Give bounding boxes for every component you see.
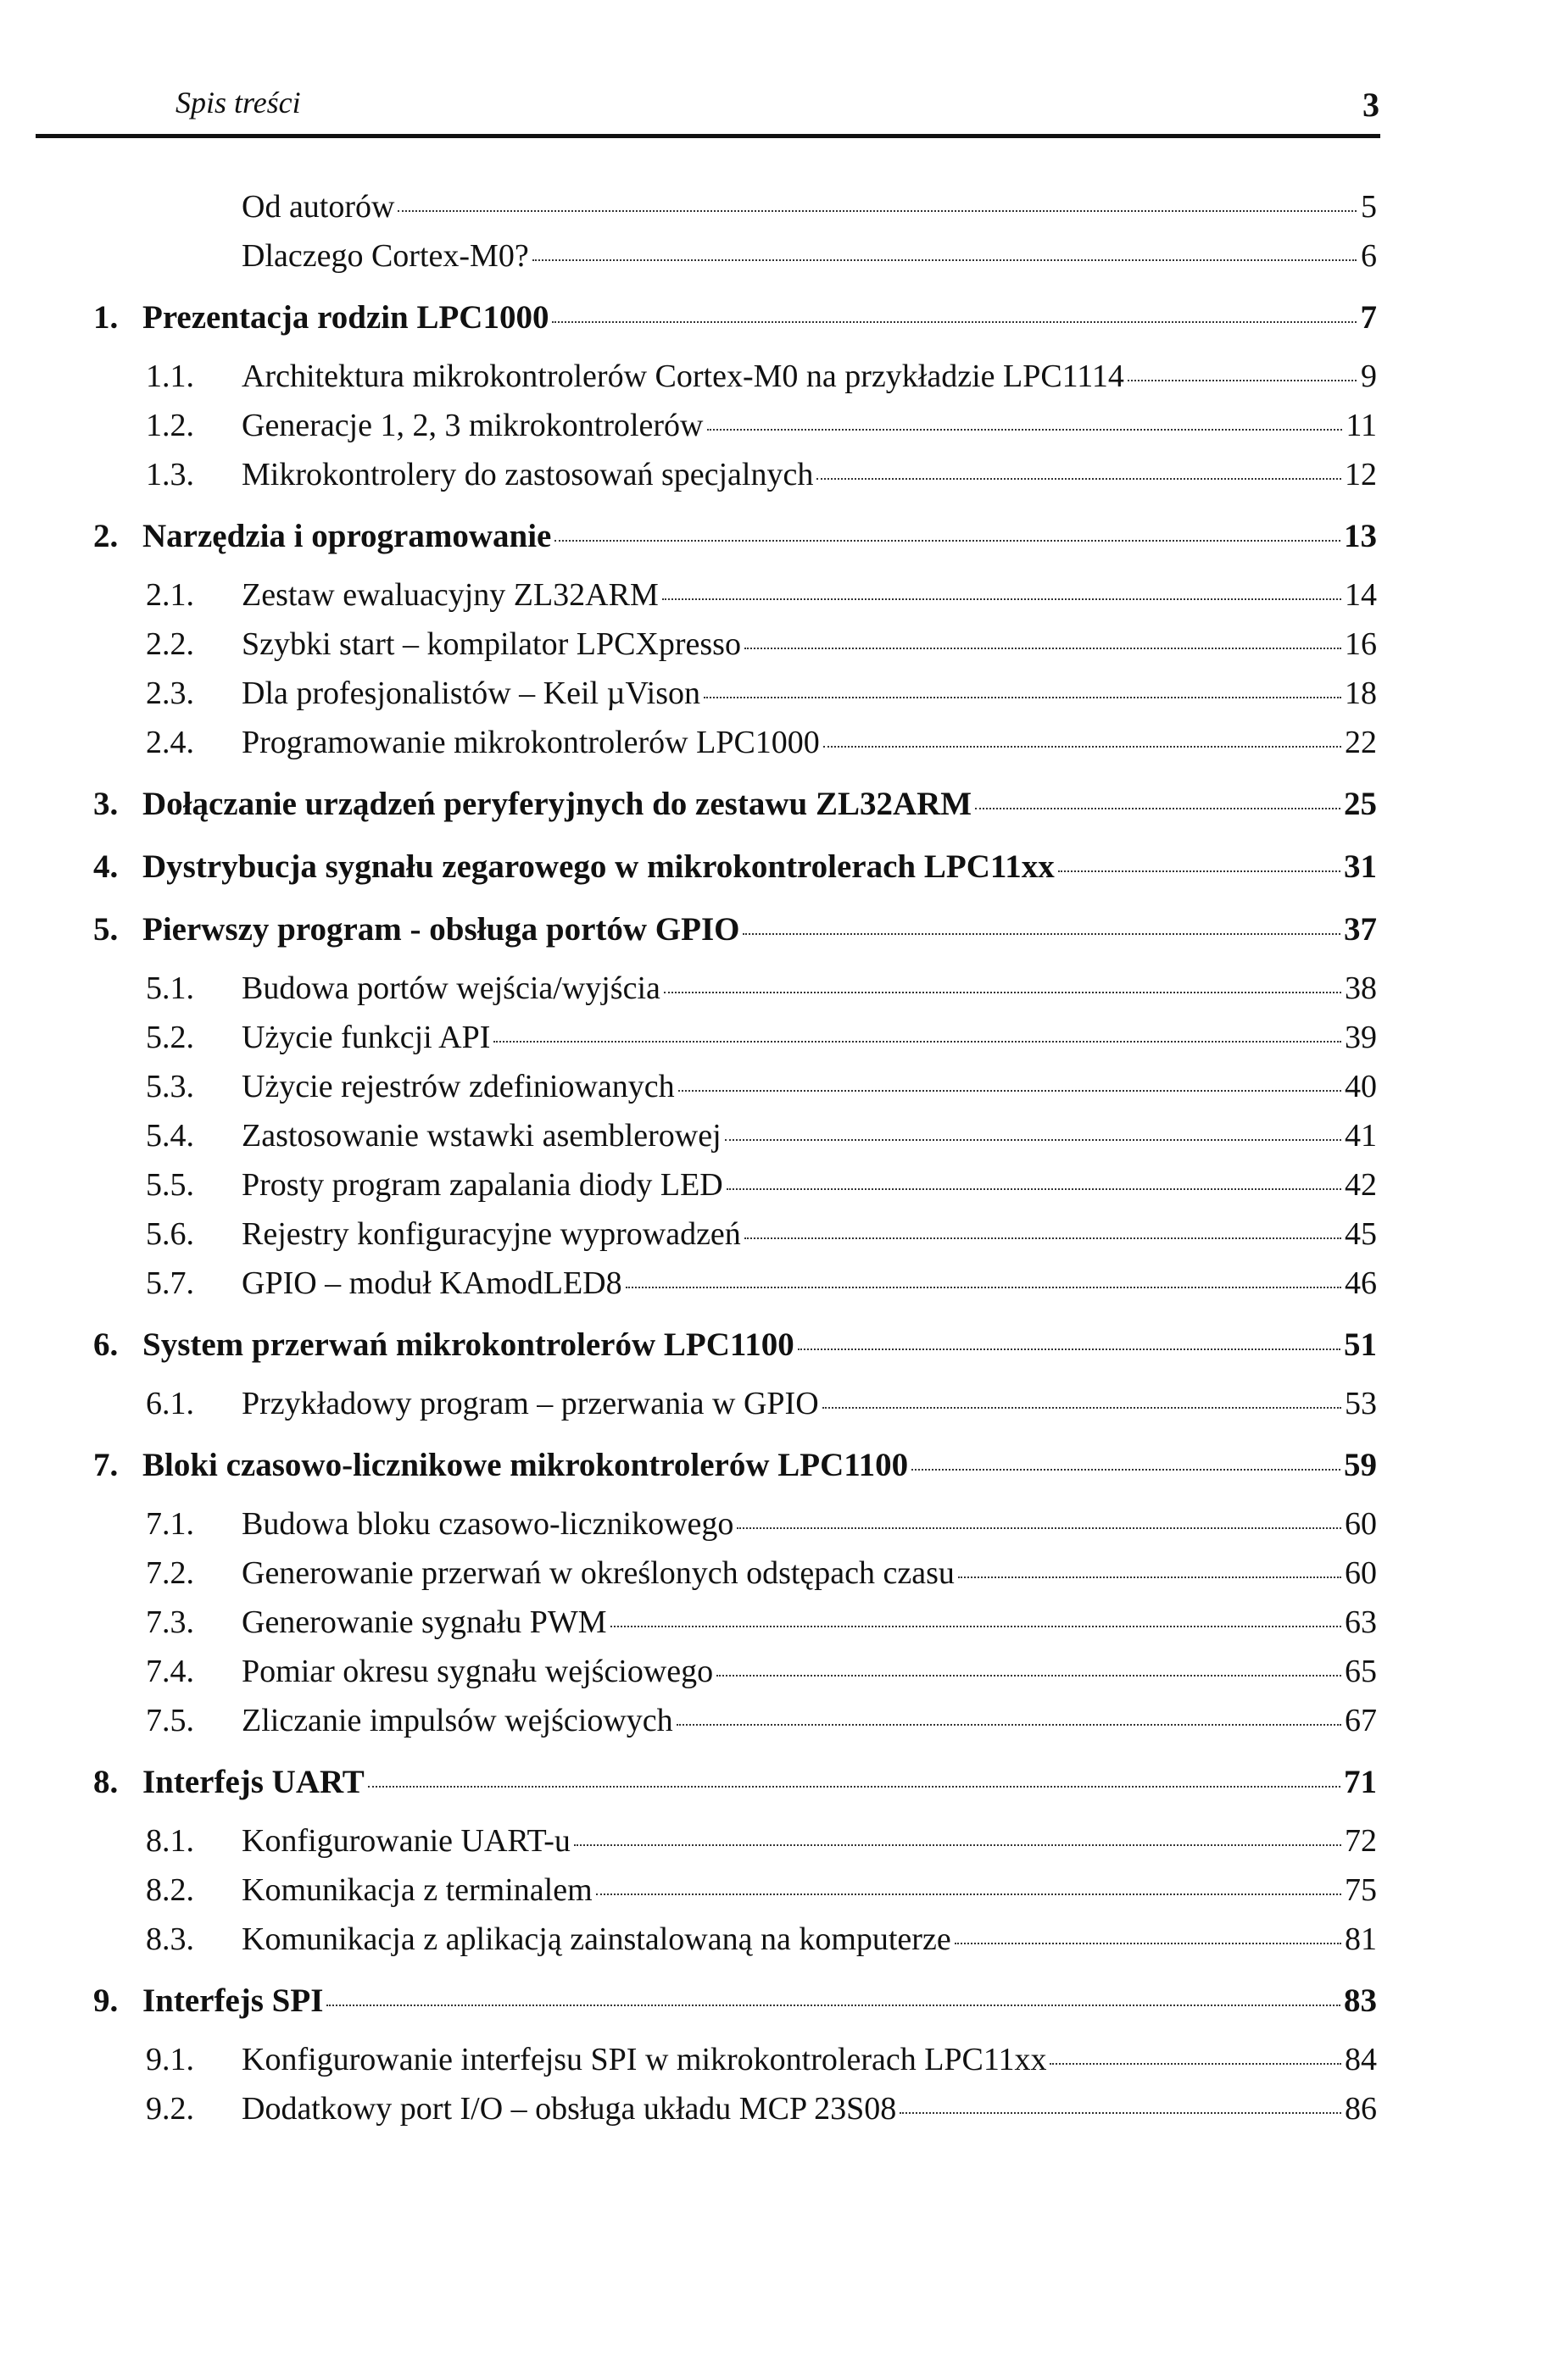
toc-section-entry[interactable] xyxy=(0,1822,1549,1871)
toc-section-entry[interactable] xyxy=(0,1019,1549,1068)
toc-entry-page: 84 xyxy=(1345,2042,1377,2077)
toc-entry-title: Zliczanie impulsów wejściowych xyxy=(242,1703,673,1738)
toc-entry-title: Rejestry konfiguracyjne wyprowadzeń xyxy=(242,1216,741,1252)
dot-leader xyxy=(678,1090,1341,1092)
toc-entry-number: 6. xyxy=(93,1326,119,1363)
toc-entry-page: 63 xyxy=(1345,1604,1377,1640)
toc-entry-page: 40 xyxy=(1345,1069,1377,1104)
toc-entry-title: Bloki czasowo-licznikowe mikrokontrolerów LPC1100 xyxy=(142,1447,909,1483)
toc-entry-title: Generowanie sygnału PWM xyxy=(242,1604,607,1640)
dot-leader xyxy=(574,1844,1341,1846)
toc-entry-title: Generacje 1, 2, 3 mikrokontrolerów xyxy=(242,408,704,443)
dot-leader xyxy=(744,648,1341,649)
toc-entry-page: 37 xyxy=(1344,911,1377,948)
toc-entry-title: Dystrybucja sygnału zegarowego w mikrokontrolerach LPC11xx xyxy=(142,848,1055,885)
toc-entry-page: 31 xyxy=(1344,848,1377,885)
toc-entry-number: 7.1. xyxy=(146,1506,194,1542)
dot-leader xyxy=(716,1675,1341,1677)
dot-leader xyxy=(1058,870,1340,872)
toc-section-entry[interactable] xyxy=(0,576,1549,626)
dot-leader xyxy=(900,2112,1341,2114)
toc-entry-number: 6.1. xyxy=(146,1386,194,1421)
toc-entry-page: 71 xyxy=(1344,1764,1377,1800)
toc-entry-page: 38 xyxy=(1345,970,1377,1006)
toc-entry-number: 5.2. xyxy=(146,1020,194,1055)
dot-leader xyxy=(743,933,1340,935)
toc-entry-number: 2.1. xyxy=(146,577,194,613)
toc-entry-number: 7.3. xyxy=(146,1604,194,1640)
toc-entry-number: 5. xyxy=(93,911,119,948)
toc-entry-title: Architektura mikrokontrolerów Cortex-M0 na przykładzie LPC1114 xyxy=(242,359,1124,394)
dot-leader xyxy=(704,697,1341,698)
toc-entry-title: Interfejs UART xyxy=(142,1764,365,1800)
toc-entry-title: Narzędzia i oprogramowanie xyxy=(142,518,552,554)
header-rule xyxy=(36,134,1380,138)
dot-leader xyxy=(664,992,1341,993)
toc-entry-page: 86 xyxy=(1345,2091,1377,2127)
toc-entry-number: 5.5. xyxy=(146,1167,194,1203)
dot-leader xyxy=(822,1407,1341,1409)
toc-section-entry[interactable] xyxy=(0,1505,1549,1554)
toc-entry-page: 12 xyxy=(1345,457,1377,492)
toc-section-entry[interactable] xyxy=(0,2090,1549,2139)
toc-entry-page: 39 xyxy=(1345,1020,1377,1055)
toc-entry-page: 59 xyxy=(1344,1447,1377,1483)
toc-entry-page: 46 xyxy=(1345,1265,1377,1301)
toc-entry-number: 5.6. xyxy=(146,1216,194,1252)
dot-leader xyxy=(596,1893,1341,1895)
toc-entry-title: Prezentacja rodzin LPC1000 xyxy=(142,299,549,336)
toc-entry-title: Użycie rejestrów zdefiniowanych xyxy=(242,1069,675,1104)
toc-entry-title: Mikrokontrolery do zastosowań specjalnych xyxy=(242,457,814,492)
toc-entry-title: Pomiar okresu sygnału wejściowego xyxy=(242,1654,714,1689)
dot-leader xyxy=(326,2005,1340,2006)
toc-entry-number: 1.2. xyxy=(146,408,194,443)
toc-entry-title: Pierwszy program - obsługa portów GPIO xyxy=(142,911,740,948)
toc-entry-page: 13 xyxy=(1344,518,1377,554)
toc-entry-title: Komunikacja z aplikacją zainstalowaną na komputerze xyxy=(242,1921,951,1957)
toc-entry-page: 5 xyxy=(1361,189,1377,225)
toc-entry-number: 2. xyxy=(93,518,119,554)
toc-section-entry[interactable] xyxy=(0,1385,1549,1434)
toc-section-entry[interactable] xyxy=(0,358,1549,407)
dot-leader xyxy=(823,746,1341,748)
toc-entry-page: 51 xyxy=(1344,1326,1377,1363)
dot-leader xyxy=(975,808,1340,809)
toc-entry-title: Użycie funkcji API xyxy=(242,1020,491,1055)
dot-leader xyxy=(727,1188,1341,1190)
toc-entry-page: 6 xyxy=(1361,238,1377,274)
toc-section-entry[interactable] xyxy=(0,2041,1549,2090)
toc-section-entry[interactable] xyxy=(0,1653,1549,1702)
toc-entry-number: 8.3. xyxy=(146,1921,194,1957)
toc-entry-number: 5.7. xyxy=(146,1265,194,1301)
toc-entry-number: 7.4. xyxy=(146,1654,194,1689)
dot-leader xyxy=(707,429,1343,431)
toc-section-entry[interactable] xyxy=(0,237,1549,286)
toc-section-entry[interactable] xyxy=(0,407,1549,456)
toc-section-entry[interactable] xyxy=(0,1215,1549,1265)
toc-entry-page: 53 xyxy=(1345,1386,1377,1421)
toc-entry-title: Konfigurowanie interfejsu SPI w mikrokontrolerach LPC11xx xyxy=(242,2042,1047,2077)
toc-entry-page: 11 xyxy=(1346,408,1377,443)
toc-entry-title: Generowanie przerwań w określonych odstępach czasu xyxy=(242,1555,955,1591)
toc-entry-page: 45 xyxy=(1345,1216,1377,1252)
table-of-contents xyxy=(0,188,1549,2139)
toc-entry-page: 25 xyxy=(1344,786,1377,822)
toc-chapter-entry[interactable] xyxy=(0,1763,1549,1814)
toc-section-entry[interactable] xyxy=(0,1117,1549,1166)
toc-section-entry[interactable] xyxy=(0,1166,1549,1215)
toc-section-entry[interactable] xyxy=(0,1702,1549,1751)
toc-section-entry[interactable] xyxy=(0,1068,1549,1117)
dot-leader xyxy=(955,1943,1341,1944)
toc-entry-number: 3. xyxy=(93,786,119,822)
dot-leader xyxy=(1050,2063,1341,2065)
toc-chapter-entry[interactable] xyxy=(0,785,1549,836)
dot-leader xyxy=(798,1348,1340,1350)
toc-entry-number: 2.3. xyxy=(146,676,194,711)
dot-leader xyxy=(368,1786,1340,1788)
toc-entry-number: 1.3. xyxy=(146,457,194,492)
running-header-title: Spis treści xyxy=(176,86,301,120)
toc-entry-page: 83 xyxy=(1344,1982,1377,2019)
toc-entry-title: Dla profesjonalistów – Keil µVison xyxy=(242,676,700,711)
toc-entry-number: 7.5. xyxy=(146,1703,194,1738)
toc-entry-number: 2.4. xyxy=(146,725,194,760)
toc-entry-title: GPIO – moduł KAmodLED8 xyxy=(242,1265,622,1301)
toc-chapter-entry[interactable] xyxy=(0,517,1549,568)
toc-entry-title: Dodatkowy port I/O – obsługa układu MCP 23S08 xyxy=(242,2091,897,2127)
page-number: 3 xyxy=(1362,86,1379,124)
toc-chapter-entry[interactable] xyxy=(0,1446,1549,1497)
dot-leader xyxy=(493,1041,1341,1043)
toc-entry-page: 14 xyxy=(1345,577,1377,613)
toc-entry-number: 8.2. xyxy=(146,1872,194,1908)
toc-entry-number: 8.1. xyxy=(146,1823,194,1859)
dot-leader xyxy=(552,321,1357,323)
toc-chapter-entry[interactable] xyxy=(0,1326,1549,1376)
toc-entry-page: 41 xyxy=(1345,1118,1377,1154)
toc-entry-title: System przerwań mikrokontrolerów LPC1100 xyxy=(142,1326,794,1363)
toc-entry-page: 81 xyxy=(1345,1921,1377,1957)
dot-leader xyxy=(554,540,1340,542)
toc-entry-title: Konfigurowanie UART-u xyxy=(242,1823,571,1859)
dot-leader xyxy=(398,210,1357,212)
toc-entry-number: 1. xyxy=(93,299,119,336)
toc-entry-page: 22 xyxy=(1345,725,1377,760)
toc-entry-title: Budowa portów wejścia/wyjścia xyxy=(242,970,660,1006)
dot-leader xyxy=(532,259,1357,261)
toc-entry-title: Zastosowanie wstawki asemblerowej xyxy=(242,1118,722,1154)
toc-section-entry[interactable] xyxy=(0,1921,1549,1970)
toc-entry-number: 7.2. xyxy=(146,1555,194,1591)
toc-section-entry[interactable] xyxy=(0,675,1549,724)
dot-leader xyxy=(662,598,1341,600)
toc-entry-title: Prosty program zapalania diody LED xyxy=(242,1167,723,1203)
toc-section-entry[interactable] xyxy=(0,1554,1549,1604)
dot-leader xyxy=(958,1576,1341,1578)
toc-entry-title: Dlaczego Cortex-M0? xyxy=(242,238,529,274)
toc-entry-title: Od autorów xyxy=(242,189,395,225)
toc-section-entry[interactable] xyxy=(0,724,1549,773)
toc-entry-number: 9.2. xyxy=(146,2091,194,2127)
toc-entry-title: Interfejs SPI xyxy=(142,1982,324,2019)
toc-entry-page: 16 xyxy=(1345,626,1377,662)
toc-entry-page: 9 xyxy=(1361,359,1377,394)
toc-entry-page: 7 xyxy=(1360,299,1377,336)
toc-entry-number: 8. xyxy=(93,1764,119,1800)
toc-entry-number: 9.1. xyxy=(146,2042,194,2077)
toc-entry-title: Budowa bloku czasowo-licznikowego xyxy=(242,1506,734,1542)
dot-leader xyxy=(725,1139,1341,1141)
toc-chapter-entry[interactable] xyxy=(0,1982,1549,2032)
toc-section-entry[interactable] xyxy=(0,1265,1549,1314)
toc-entry-page: 60 xyxy=(1345,1506,1377,1542)
toc-chapter-entry[interactable] xyxy=(0,910,1549,961)
toc-section-entry[interactable] xyxy=(0,188,1549,237)
toc-entry-page: 18 xyxy=(1345,676,1377,711)
toc-entry-number: 5.1. xyxy=(146,970,194,1006)
toc-entry-number: 9. xyxy=(93,1982,119,2019)
toc-entry-page: 65 xyxy=(1345,1654,1377,1689)
toc-entry-page: 42 xyxy=(1345,1167,1377,1203)
toc-entry-number: 2.2. xyxy=(146,626,194,662)
toc-entry-number: 5.3. xyxy=(146,1069,194,1104)
toc-entry-title: Komunikacja z terminalem xyxy=(242,1872,593,1908)
toc-chapter-entry[interactable] xyxy=(0,298,1549,349)
toc-entry-number: 4. xyxy=(93,848,119,885)
toc-chapter-entry[interactable] xyxy=(0,848,1549,898)
toc-section-entry[interactable] xyxy=(0,626,1549,675)
dot-leader xyxy=(911,1469,1340,1471)
toc-entry-number: 1.1. xyxy=(146,359,194,394)
dot-leader xyxy=(610,1626,1341,1627)
dot-leader xyxy=(626,1287,1341,1288)
toc-entry-page: 72 xyxy=(1345,1823,1377,1859)
toc-entry-title: Przykładowy program – przerwania w GPIO xyxy=(242,1386,819,1421)
toc-entry-page: 67 xyxy=(1345,1703,1377,1738)
toc-section-entry[interactable] xyxy=(0,1604,1549,1653)
dot-leader xyxy=(1128,380,1357,381)
toc-entry-title: Programowanie mikrokontrolerów LPC1000 xyxy=(242,725,820,760)
dot-leader xyxy=(737,1527,1341,1529)
toc-entry-number: 7. xyxy=(93,1447,119,1483)
dot-leader xyxy=(677,1724,1341,1726)
dot-leader xyxy=(816,478,1341,480)
dot-leader xyxy=(744,1237,1341,1239)
toc-entry-title: Szybki start – kompilator LPCXpresso xyxy=(242,626,741,662)
toc-entry-title: Dołączanie urządzeń peryferyjnych do zestawu ZL32ARM xyxy=(142,786,972,822)
toc-section-entry[interactable] xyxy=(0,970,1549,1019)
toc-section-entry[interactable] xyxy=(0,1871,1549,1921)
toc-entry-title: Zestaw ewaluacyjny ZL32ARM xyxy=(242,577,659,613)
toc-section-entry[interactable] xyxy=(0,456,1549,505)
toc-entry-number: 5.4. xyxy=(146,1118,194,1154)
toc-entry-page: 75 xyxy=(1345,1872,1377,1908)
toc-entry-page: 60 xyxy=(1345,1555,1377,1591)
